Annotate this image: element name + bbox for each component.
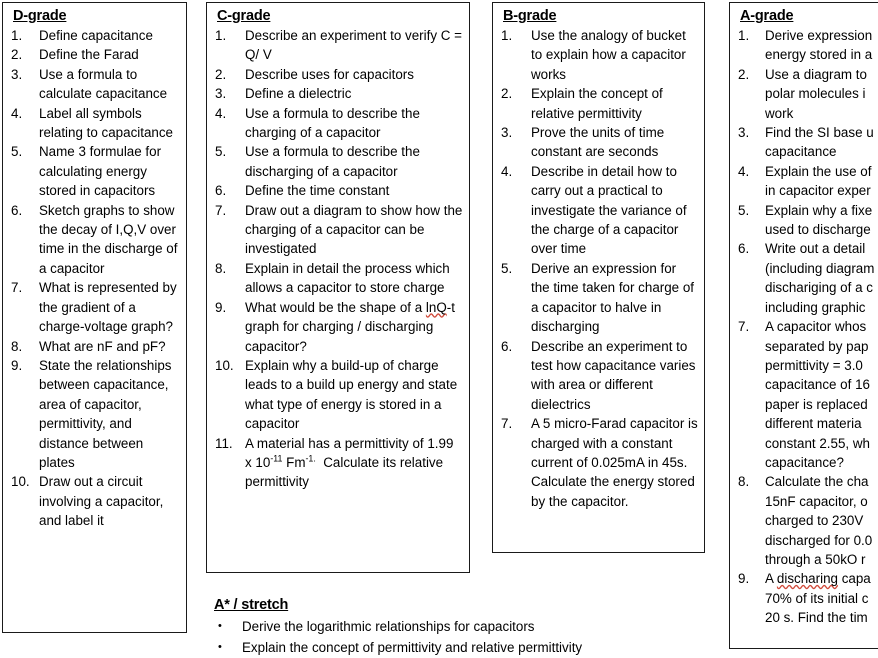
list-item bbox=[11, 201, 180, 279]
list-number: 7. bbox=[11, 280, 23, 296]
list-number: 10. bbox=[11, 474, 30, 490]
list-number: 1. bbox=[501, 28, 513, 43]
list-item bbox=[215, 181, 463, 200]
list-number: 3. bbox=[215, 86, 227, 102]
list-text: Explain in detail the process which allows a capacitor to store charge bbox=[245, 260, 450, 296]
list-text: Define the Farad bbox=[39, 47, 139, 63]
list-text: Describe in detail how to carry out a practical to investigate the variance of the charge of a capacitor over time bbox=[531, 163, 687, 257]
list-item bbox=[738, 239, 878, 317]
list-item bbox=[215, 84, 463, 103]
stretch-title: A* / stretch bbox=[214, 597, 289, 613]
misspelled-word: discharing bbox=[776, 571, 838, 587]
list-text: Draw out a circuit involving a capacitor, and label it bbox=[39, 474, 164, 529]
list-number: 4. bbox=[501, 163, 513, 179]
list-text: Use the analogy of bucket to explain how a capacitor works bbox=[531, 28, 686, 82]
list-text: Explain why a fixe used to discharge bbox=[765, 202, 873, 238]
list-number: 7. bbox=[501, 416, 513, 432]
list-text: Use a formula to calculate capacitance bbox=[39, 66, 168, 102]
list-number: 3. bbox=[11, 66, 23, 82]
grade-box-c bbox=[206, 2, 470, 573]
list-item bbox=[501, 26, 698, 84]
list-item bbox=[11, 142, 180, 200]
misspelled-word: lnQ bbox=[425, 299, 447, 315]
grade-title-c: C-grade bbox=[217, 8, 271, 24]
list-item bbox=[11, 472, 180, 530]
list-item bbox=[215, 434, 463, 492]
grade-list-c bbox=[215, 26, 463, 492]
list-item bbox=[215, 65, 463, 84]
stretch-section bbox=[212, 596, 712, 658]
list-number: 2. bbox=[738, 66, 750, 82]
list-text: Describe an experiment to test how capacitance varies with area or different dielectrics bbox=[531, 338, 696, 412]
list-item bbox=[501, 259, 698, 337]
list-item bbox=[738, 162, 878, 201]
list-text: Use a diagram to polar molecules i work bbox=[765, 66, 867, 121]
list-item bbox=[11, 337, 180, 356]
list-text: State the relationships between capacitance, area of capacitor, permittivity, and distance between plates bbox=[39, 357, 172, 470]
list-number: 2. bbox=[215, 66, 227, 82]
list-number: 4. bbox=[215, 105, 227, 121]
grade-title-b: B-grade bbox=[503, 8, 557, 24]
list-text: Draw out a diagram to show how the charging of a capacitor can be investigated bbox=[245, 202, 463, 257]
list-number: 8. bbox=[215, 260, 227, 276]
list-text: Prove the units of time constant are seconds bbox=[531, 125, 665, 160]
list-number: 7. bbox=[215, 202, 227, 218]
list-number: 9. bbox=[738, 571, 750, 587]
list-item bbox=[215, 104, 463, 143]
list-number: 5. bbox=[738, 202, 750, 218]
list-number: 1. bbox=[738, 28, 750, 43]
list-item bbox=[215, 201, 463, 259]
list-text: What are nF and pF? bbox=[39, 338, 166, 354]
grade-title-a: A-grade bbox=[740, 8, 794, 24]
grade-box-a bbox=[729, 2, 878, 649]
list-item bbox=[738, 472, 878, 569]
list-text: Use a formula to describe the discharging of a capacitor bbox=[245, 144, 420, 179]
list-number: 6. bbox=[11, 202, 23, 218]
list-text: Define a dielectric bbox=[245, 86, 352, 102]
list-number: 5. bbox=[501, 260, 513, 276]
list-text: Explain the concept of relative permittivity bbox=[531, 86, 663, 121]
list-item bbox=[215, 259, 463, 298]
list-item bbox=[738, 201, 878, 240]
list-text: A material has a permittivity of 1.99 x $10^{-11}$ $Fm^{-1.}$ Calculate its relative permittivity bbox=[245, 435, 454, 490]
grade-title-d: D-grade bbox=[13, 8, 67, 24]
list-number: 6. bbox=[215, 183, 227, 199]
list-number: 8. bbox=[11, 338, 23, 354]
list-text: Use a formula to describe the charging of a capacitor bbox=[245, 105, 420, 141]
bullet-icon: • bbox=[218, 641, 222, 653]
list-item bbox=[215, 26, 463, 65]
list-item bbox=[215, 356, 463, 434]
list-text: A discharing capa 70% of its initial c 20 s. Find the tim bbox=[765, 571, 871, 626]
list-text: Define capacitance bbox=[39, 28, 153, 43]
list-text: Find the SI base u capacitance bbox=[765, 125, 874, 160]
list-text: Write out a detail (including diagram dischariging of a c including graphic bbox=[765, 241, 875, 315]
list-item bbox=[11, 278, 180, 336]
list-number: 1. bbox=[215, 28, 227, 43]
list-text: Derive expression energy stored in a bbox=[765, 28, 873, 63]
list-item bbox=[11, 26, 180, 45]
list-text: Calculate the cha 15nF capacitor, o charged to 230V discharged for 0.0 through a 50kO r bbox=[765, 474, 873, 567]
list-number: 9. bbox=[11, 357, 23, 373]
list-item bbox=[212, 637, 712, 658]
list-number: 1. bbox=[11, 28, 23, 43]
list-item bbox=[501, 84, 698, 123]
list-text: Define the time constant bbox=[245, 183, 390, 199]
list-item bbox=[501, 414, 698, 511]
list-item bbox=[738, 317, 878, 472]
list-text: A 5 micro-Farad capacitor is charged with a constant current of 0.025mA in 45s. Calculate the energy stored by the capacitor. bbox=[531, 416, 698, 509]
list-text: Derive the logarithmic relationships for capacitors bbox=[242, 619, 535, 634]
list-number: 6. bbox=[501, 338, 513, 354]
stretch-list bbox=[212, 616, 712, 658]
list-number: 7. bbox=[738, 319, 750, 335]
list-number: 8. bbox=[738, 474, 750, 490]
list-text: Name 3 formulae for calculating energy stored in capacitors bbox=[39, 144, 162, 199]
list-number: 5. bbox=[215, 144, 227, 160]
list-item bbox=[11, 356, 180, 472]
list-number: 2. bbox=[501, 86, 513, 102]
list-item bbox=[738, 569, 878, 627]
list-number: 10. bbox=[215, 357, 234, 373]
list-item bbox=[738, 65, 878, 123]
list-text: Explain the concept of permittivity and relative permittivity bbox=[242, 640, 583, 655]
list-number: 9. bbox=[215, 299, 227, 315]
list-item bbox=[215, 142, 463, 181]
list-text: What is represented by the gradient of a charge-voltage graph? bbox=[39, 280, 177, 335]
list-number: 3. bbox=[501, 125, 513, 141]
list-text: Explain why a build-up of charge leads to a build up energy and state what type of energy is stored in a capacitor bbox=[245, 357, 458, 432]
list-text: Label all symbols relating to capacitance bbox=[39, 105, 173, 141]
list-text: Describe an experiment to verify C = Q/ V bbox=[245, 28, 462, 63]
list-item bbox=[11, 104, 180, 143]
list-text: Derive an expression for the time taken for charge of a capacitor to halve in discharging bbox=[531, 260, 695, 335]
list-item bbox=[501, 123, 698, 162]
list-number: 11. bbox=[215, 435, 233, 451]
list-item bbox=[501, 337, 698, 415]
list-text: Explain the use of in capacitor exper bbox=[765, 163, 872, 199]
list-item bbox=[501, 162, 698, 259]
list-item bbox=[215, 298, 463, 356]
list-text: A capacitor whos separated by pap permittivity = 3.0 capacitance of 16 paper is replaced different materia constant 2.55, wh capacitance? bbox=[765, 319, 870, 470]
list-item bbox=[11, 65, 180, 104]
bullet-icon: • bbox=[218, 620, 222, 632]
list-number: 2. bbox=[11, 47, 23, 63]
list-item bbox=[738, 26, 878, 65]
grade-list-d bbox=[11, 26, 180, 531]
grade-list-b bbox=[501, 26, 698, 511]
list-text: What would be the shape of a lnQ-t graph for charging / discharging capacitor? bbox=[245, 299, 455, 354]
list-number: 3. bbox=[738, 125, 750, 141]
grade-box-b bbox=[492, 2, 705, 553]
list-text: Describe uses for capacitors bbox=[245, 66, 414, 82]
list-item bbox=[738, 123, 878, 162]
grade-list-a bbox=[738, 26, 878, 628]
grade-box-d bbox=[2, 2, 187, 633]
list-number: 4. bbox=[11, 105, 23, 121]
list-number: 6. bbox=[738, 241, 750, 257]
list-item bbox=[212, 616, 712, 637]
list-item bbox=[11, 45, 180, 64]
list-number: 5. bbox=[11, 144, 23, 160]
list-text: Sketch graphs to show the decay of I,Q,V over time in the discharge of a capacitor bbox=[39, 202, 178, 276]
list-number: 4. bbox=[738, 163, 750, 179]
